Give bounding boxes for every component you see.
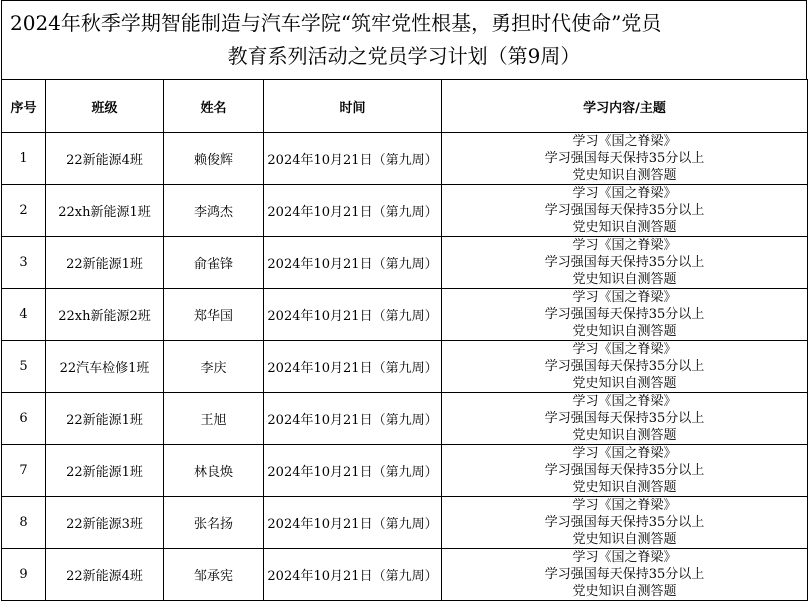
cell-time: 2024年10月21日（第九周） xyxy=(264,133,442,185)
cell-class: 22xh新能源2班 xyxy=(46,289,164,341)
cell-time: 2024年10月21日（第九周） xyxy=(264,341,442,393)
cell-class: 22汽车检修1班 xyxy=(46,341,164,393)
cell-name: 赖俊辉 xyxy=(164,133,264,185)
table-row xyxy=(2,497,808,549)
cell-content xyxy=(442,133,808,185)
content-line: 学习强国每天保持35分以上 xyxy=(544,463,705,478)
content-line: 学习《国之脊梁》 xyxy=(572,134,677,149)
cell-name: 林良焕 xyxy=(164,445,264,497)
cell-content xyxy=(442,445,808,497)
content-line: 学习强国每天保持35分以上 xyxy=(544,255,705,270)
content-line: 党史知识自测答题 xyxy=(572,532,677,547)
cell-name: 邹承宪 xyxy=(164,549,264,601)
cell-class: 22新能源1班 xyxy=(46,237,164,289)
cell-content xyxy=(442,393,808,445)
cell-no: 9 xyxy=(2,549,46,601)
cell-content xyxy=(442,185,808,237)
column-header-content: 学习内容/主题 xyxy=(442,80,808,133)
table-row xyxy=(2,289,808,341)
content-line: 学习《国之脊梁》 xyxy=(572,342,677,357)
cell-content xyxy=(442,341,808,393)
table-row xyxy=(2,133,808,185)
content-line: 学习《国之脊梁》 xyxy=(572,238,677,253)
cell-time: 2024年10月21日（第九周） xyxy=(264,497,442,549)
title-line-1: 2024年秋季学期智能制造与汽车学院“筑牢党性根基，勇担时代使命”党员 xyxy=(10,11,662,35)
cell-no: 7 xyxy=(2,445,46,497)
cell-name: 郑华国 xyxy=(164,289,264,341)
content-line: 学习《国之脊梁》 xyxy=(572,446,677,461)
content-line: 党史知识自测答题 xyxy=(572,220,677,235)
cell-class: 22新能源3班 xyxy=(46,497,164,549)
cell-no: 4 xyxy=(2,289,46,341)
table-row xyxy=(2,237,808,289)
content-line: 学习《国之脊梁》 xyxy=(572,290,677,305)
content-line: 党史知识自测答题 xyxy=(572,324,677,339)
cell-time: 2024年10月21日（第九周） xyxy=(264,185,442,237)
content-line: 学习《国之脊梁》 xyxy=(572,498,677,513)
content-line: 党史知识自测答题 xyxy=(572,428,677,443)
content-line: 学习《国之脊梁》 xyxy=(572,186,677,201)
content-line: 党史知识自测答题 xyxy=(572,376,677,391)
cell-no: 5 xyxy=(2,341,46,393)
cell-no: 8 xyxy=(2,497,46,549)
content-line: 学习《国之脊梁》 xyxy=(572,394,677,409)
cell-time: 2024年10月21日（第九周） xyxy=(264,549,442,601)
cell-name: 李鸿杰 xyxy=(164,185,264,237)
cell-no: 2 xyxy=(2,185,46,237)
cell-no: 1 xyxy=(2,133,46,185)
column-header-time: 时间 xyxy=(264,80,442,133)
cell-time: 2024年10月21日（第九周） xyxy=(264,445,442,497)
cell-name: 王旭 xyxy=(164,393,264,445)
table-row xyxy=(2,445,808,497)
cell-class: 22新能源1班 xyxy=(46,393,164,445)
content-line: 学习强国每天保持35分以上 xyxy=(544,411,705,426)
cell-no: 3 xyxy=(2,237,46,289)
cell-time: 2024年10月21日（第九周） xyxy=(264,237,442,289)
cell-class: 22xh新能源1班 xyxy=(46,185,164,237)
content-line: 学习强国每天保持35分以上 xyxy=(544,307,705,322)
cell-time: 2024年10月21日（第九周） xyxy=(264,289,442,341)
cell-name: 张名扬 xyxy=(164,497,264,549)
study-plan-table xyxy=(1,79,808,601)
content-line: 党史知识自测答题 xyxy=(572,584,677,599)
cell-time: 2024年10月21日（第九周） xyxy=(264,393,442,445)
content-line: 学习强国每天保持35分以上 xyxy=(544,151,705,166)
cell-content xyxy=(442,237,808,289)
table-row xyxy=(2,393,808,445)
cell-name: 李庆 xyxy=(164,341,264,393)
content-line: 学习强国每天保持35分以上 xyxy=(544,203,705,218)
column-header-class: 班级 xyxy=(46,80,164,133)
cell-class: 22新能源4班 xyxy=(46,549,164,601)
content-line: 学习《国之脊梁》 xyxy=(572,550,677,565)
content-line: 学习强国每天保持35分以上 xyxy=(544,515,705,530)
cell-content xyxy=(442,549,808,601)
table-row xyxy=(2,185,808,237)
title-line-2: 教育系列活动之党员学习计划（第9周） xyxy=(227,44,581,68)
cell-class: 22新能源1班 xyxy=(46,445,164,497)
content-line: 学习强国每天保持35分以上 xyxy=(544,567,705,582)
column-header-name: 姓名 xyxy=(164,80,264,133)
table-header-row xyxy=(2,80,808,133)
cell-name: 俞雀锋 xyxy=(164,237,264,289)
title-block xyxy=(1,0,807,79)
table-row xyxy=(2,341,808,393)
column-header-no: 序号 xyxy=(2,80,46,133)
content-line: 党史知识自测答题 xyxy=(572,272,677,287)
cell-content xyxy=(442,289,808,341)
table-row xyxy=(2,549,808,601)
content-line: 党史知识自测答题 xyxy=(572,480,677,495)
cell-content xyxy=(442,497,808,549)
content-line: 学习强国每天保持35分以上 xyxy=(544,359,705,374)
content-line: 党史知识自测答题 xyxy=(572,168,677,183)
cell-no: 6 xyxy=(2,393,46,445)
cell-class: 22新能源4班 xyxy=(46,133,164,185)
table-body xyxy=(2,133,808,601)
